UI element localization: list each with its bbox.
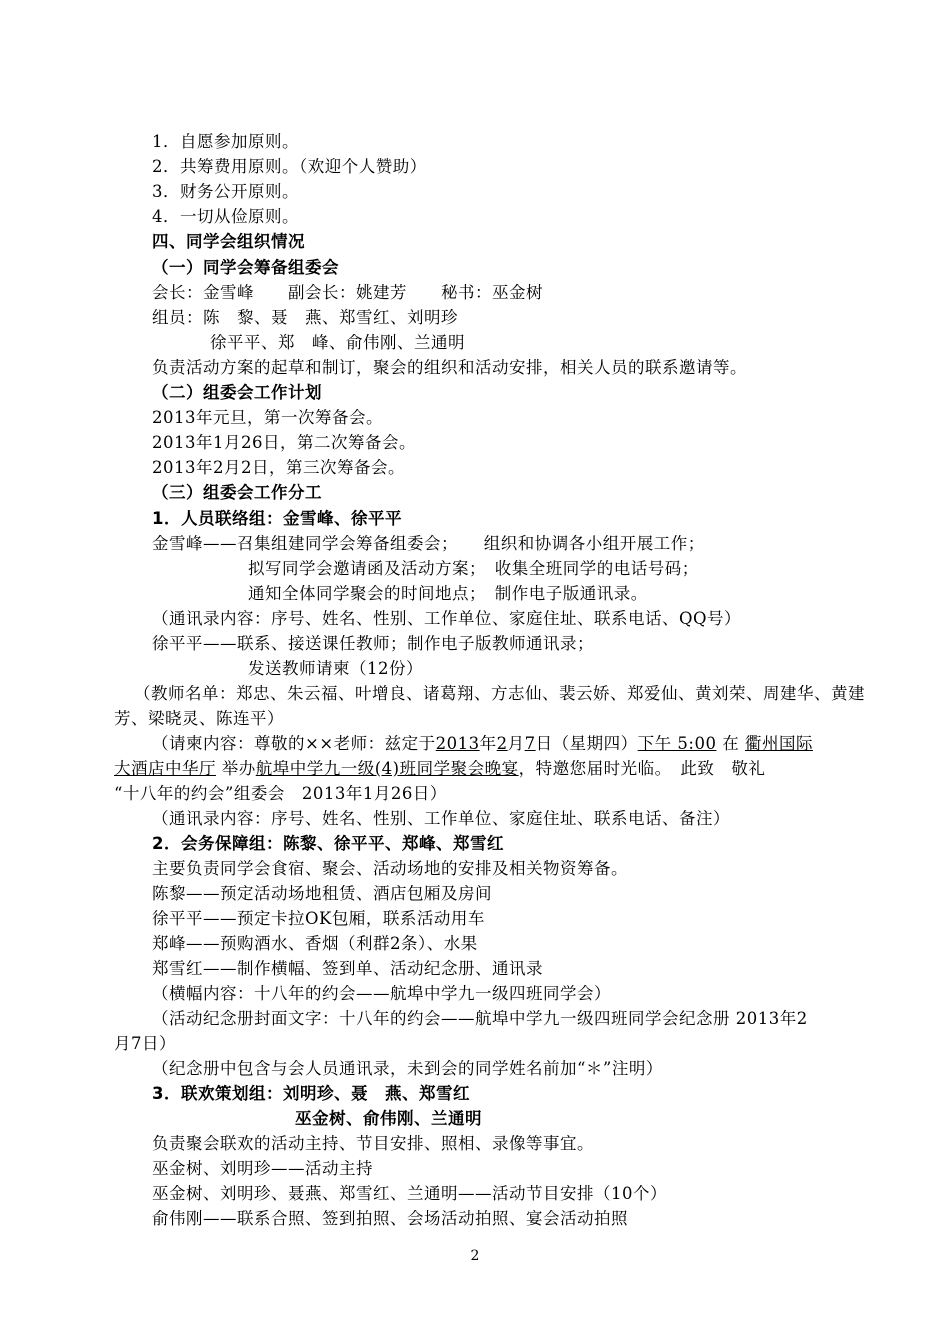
page-number: 2	[470, 1248, 480, 1264]
plan-item-1: 2013年元旦，第一次筹备会。	[152, 408, 383, 427]
contacts-note-2: （通讯录内容：序号、姓名、性别、工作单位、家庭住址、联系电话、备注）	[152, 809, 730, 828]
subsection-heading-2: （二）组委会工作计划	[152, 383, 322, 402]
teacher-list-1: （教师名单：郑忠、朱云福、叶增良、诸葛翔、方志仙、裴云娇、郑爱仙、黄刘荣、周建华、黄建	[134, 684, 865, 703]
album-note-3: （纪念册中包含与会人员通讯录，未到会的同学姓名前加“＊”注明）	[152, 1059, 663, 1078]
invitation-time: 下午 5:00	[637, 734, 717, 753]
zhengxuehong-task: 郑雪红——制作横幅、签到单、活动纪念册、通讯录	[152, 959, 543, 978]
host-task: 巫金树、刘明珍——活动主持	[152, 1159, 373, 1178]
group-3-duty: 负责聚会联欢的活动主持、节目安排、照相、录像等事宜。	[152, 1134, 594, 1153]
invitation-event: 航埠中学九一级(4)班同学聚会晚宴	[255, 759, 519, 778]
committee-members-1: 组员：陈 黎、聂 燕、郑雪红、刘明珍	[152, 308, 458, 327]
jin-duty-2: 拟写同学会邀请函及活动方案； 收集全班同学的电话号码；	[248, 559, 699, 578]
plan-item-2: 2013年1月26日，第二次筹备会。	[152, 433, 416, 452]
xu-duty-2: 发送教师请柬（12份）	[248, 659, 423, 678]
committee-members-2: 徐平平、郑 峰、俞伟刚、兰通明	[210, 333, 465, 352]
invitation-signature: “十八年的约会”组委会 2013年1月26日）	[114, 784, 447, 803]
zhengfeng-task: 郑峰——预购酒水、香烟（利群2条）、水果	[152, 934, 478, 953]
album-note-2: 月7日）	[114, 1034, 176, 1053]
invitation-text: ，特邀您届时光临。 此致 敬礼	[518, 759, 766, 778]
invitation-text: 在	[722, 734, 740, 753]
photo-task: 俞伟刚——联系合照、签到拍照、会场活动拍照、宴会活动拍照	[152, 1209, 628, 1228]
subsection-heading-3: （三）组委会工作分工	[152, 483, 322, 502]
contacts-note: （通讯录内容：序号、姓名、性别、工作单位、家庭住址、联系电话、QQ号）	[152, 609, 742, 628]
principle-4: 4．一切从俭原则。	[152, 207, 299, 226]
invitation-text: 举办	[221, 759, 256, 778]
invitation-line-1	[152, 732, 813, 756]
teacher-list-2: 芳、梁晓灵、陈连平）	[114, 709, 284, 728]
album-note-1: （活动纪念册封面文字：十八年的约会——航埠中学九一级四班同学会纪念册 2013年2	[152, 1009, 808, 1028]
committee-duty: 负责活动方案的起草和制订，聚会的组织和活动安排，相关人员的联系邀请等。	[152, 358, 747, 377]
invitation-place: 衢州国际	[744, 734, 813, 753]
group-3-title: 3．联欢策划组：刘明珍、聂 燕、郑雪红	[152, 1084, 470, 1103]
section-heading: 四、同学会组织情况	[152, 232, 305, 251]
jin-duty-1: 金雪峰——召集组建同学会筹备组委会； 组织和协调各小组开展工作；	[152, 534, 705, 553]
principle-1: 1．自愿参加原则。	[152, 132, 299, 151]
jin-duty-3: 通知全体同学聚会的时间地点； 制作电子版通讯录。	[248, 584, 648, 603]
banner-note: （横幅内容：十八年的约会——航埠中学九一级四班同学会）	[152, 984, 611, 1003]
invitation-year: 2013	[435, 734, 480, 753]
invitation-day: 7	[524, 734, 536, 753]
principle-2: 2．共筹费用原则。（欢迎个人赞助）	[152, 157, 427, 176]
chen-task: 陈黎——预定活动场地租赁、酒店包厢及房间	[152, 884, 492, 903]
group-3-title-2: 巫金树、俞伟刚、兰通明	[295, 1109, 482, 1128]
invitation-place-2: 大酒店中华厅	[114, 759, 216, 778]
invitation-text: 日（星期四）	[535, 734, 638, 753]
principle-3: 3．财务公开原则。	[152, 182, 299, 201]
invitation-text: （请柬内容：尊敬的××老师：兹定于	[152, 734, 436, 753]
plan-item-3: 2013年2月2日，第三次筹备会。	[152, 458, 405, 477]
group-1-title: 1．人员联络组：金雪峰、徐平平	[152, 509, 402, 528]
group-2-duty: 主要负责同学会食宿、聚会、活动场地的安排及相关物资筹备。	[152, 859, 628, 878]
xu-duty-1: 徐平平——联系、接送课任教师；制作电子版教师通讯录；	[152, 634, 594, 653]
invitation-text: 年	[479, 734, 497, 753]
xu-task: 徐平平——预定卡拉OK包厢，联系活动用车	[152, 909, 485, 928]
invitation-text: 月	[507, 734, 525, 753]
subsection-heading-1: （一）同学会筹备组委会	[152, 258, 339, 277]
invitation-line-2	[114, 757, 765, 781]
invitation-month: 2	[496, 734, 508, 753]
committee-leaders: 会长：金雪峰 副会长：姚建芳 秘书：巫金树	[152, 283, 543, 302]
program-task: 巫金树、刘明珍、聂燕、郑雪红、兰通明——活动节目安排（10个）	[152, 1184, 667, 1203]
group-2-title: 2．会务保障组：陈黎、徐平平、郑峰、郑雪红	[152, 834, 504, 853]
